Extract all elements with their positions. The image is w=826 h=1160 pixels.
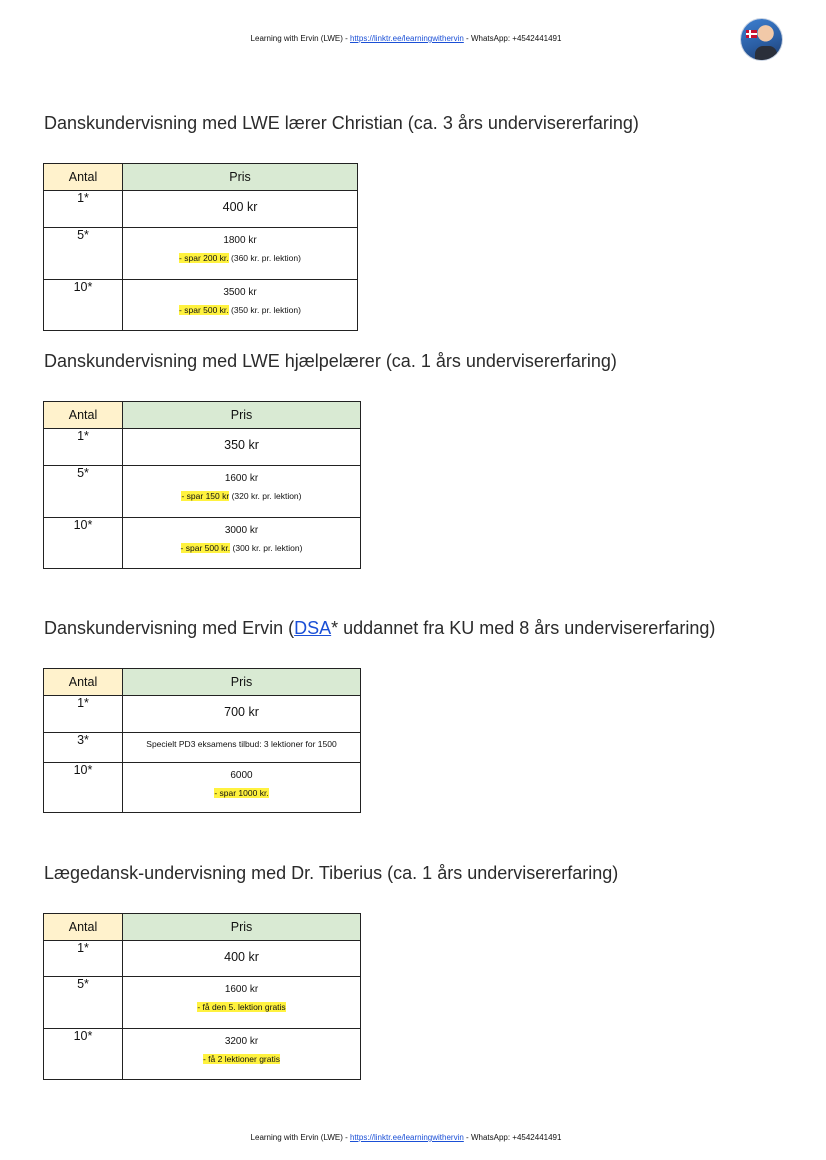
discount-highlight: - få den 5. lektion gratis xyxy=(197,1002,286,1012)
price-value: 3000 kr xyxy=(224,525,259,536)
col-header-antal: Antal xyxy=(44,402,123,429)
table-row xyxy=(44,280,358,331)
discount-note xyxy=(123,1002,360,1012)
price-value: 3500 kr xyxy=(223,287,257,298)
antal-cell: 1* xyxy=(44,191,123,228)
page-header xyxy=(0,34,812,43)
antal-cell: 1* xyxy=(44,696,123,733)
table-row xyxy=(44,696,361,733)
discount-highlight: - spar 150 kr xyxy=(181,491,230,501)
footer-prefix: Learning with Ervin (LWE) - xyxy=(250,1133,350,1142)
footer-suffix: - WhatsApp: +4542441491 xyxy=(463,1133,562,1142)
price-value: 1800 kr xyxy=(223,235,257,246)
table-row xyxy=(44,429,361,466)
table-row xyxy=(44,466,361,518)
price-value: 700 kr xyxy=(224,705,259,719)
price-value: 350 kr xyxy=(224,438,259,452)
antal-cell: 10* xyxy=(44,763,123,813)
col-header-pris: Pris xyxy=(123,914,361,941)
table-row xyxy=(44,941,361,977)
table-row xyxy=(44,228,358,280)
price-value: 400 kr xyxy=(222,200,258,214)
antal-cell: 3* xyxy=(44,733,123,763)
antal-cell: 10* xyxy=(44,1029,123,1080)
price-value: 3200 kr xyxy=(224,1036,259,1047)
price-value: 6000 xyxy=(230,770,253,781)
price-value: 1600 kr xyxy=(224,473,259,484)
col-header-pris: Pris xyxy=(123,402,361,429)
discount-note xyxy=(123,305,357,315)
avatar xyxy=(741,19,782,60)
discount-note xyxy=(123,253,357,263)
header-link[interactable]: https://linktr.ee/learningwithervin xyxy=(349,34,464,43)
per-lesson-note: (360 kr. pr. lektion) xyxy=(228,253,301,263)
col-header-antal: Antal xyxy=(44,164,123,191)
price-value: 1600 kr xyxy=(224,984,259,995)
discount-highlight: - spar 500 kr. xyxy=(180,543,231,553)
antal-cell: 10* xyxy=(44,280,123,331)
antal-cell: 5* xyxy=(44,977,123,1029)
col-header-pris: Pris xyxy=(123,164,358,191)
section-title-tiberius: Lægedansk-undervisning med Dr. Tiberius (ca. 1 års undervisererfaring) xyxy=(44,863,619,883)
header-prefix: Learning with Ervin (LWE) - xyxy=(250,34,350,43)
antal-cell: 1* xyxy=(44,941,123,977)
discount-highlight: - spar 200 kr. xyxy=(179,253,229,263)
table-row xyxy=(44,733,361,763)
per-lesson-note: (300 kr. pr. lektion) xyxy=(230,543,303,553)
discount-highlight: - spar 1000 kr. xyxy=(214,788,269,798)
table-row xyxy=(44,191,358,228)
col-header-antal: Antal xyxy=(44,669,123,696)
discount-note xyxy=(123,491,360,501)
section-title-ervin: Danskundervisning med Ervin (DSA* uddannet fra KU med 8 års undervisererfaring) xyxy=(44,618,716,638)
col-header-pris: Pris xyxy=(123,669,361,696)
discount-note xyxy=(123,543,360,553)
per-lesson-note: (320 kr. pr. lektion) xyxy=(229,491,302,501)
dsa-link[interactable]: DSA xyxy=(294,618,332,638)
section-title-hjaelpelaerer: Danskundervisning med LWE hjælpelærer (ca. 1 års undervisererfaring) xyxy=(44,351,617,371)
antal-cell: 5* xyxy=(44,466,123,518)
discount-highlight: - spar 500 kr. xyxy=(179,305,229,315)
antal-cell: 1* xyxy=(44,429,123,466)
price-table-hjaelpelaerer xyxy=(43,401,361,569)
table-row xyxy=(44,518,361,569)
price-value: 400 kr xyxy=(224,950,259,964)
discount-highlight: - få 2 lektioner gratis xyxy=(202,1054,280,1064)
discount-note xyxy=(123,788,360,798)
header-suffix: - WhatsApp: +4542441491 xyxy=(463,34,562,43)
price-table-ervin xyxy=(43,668,361,813)
table-row xyxy=(44,977,361,1029)
table-row xyxy=(44,763,361,813)
price-table-tiberius xyxy=(43,913,361,1080)
per-lesson-note: (350 kr. pr. lektion) xyxy=(228,305,301,315)
antal-cell: 5* xyxy=(44,228,123,280)
footer-link[interactable]: https://linktr.ee/learningwithervin xyxy=(349,1133,464,1142)
table-row xyxy=(44,1029,361,1080)
section-title-christian: Danskundervisning med LWE lærer Christian (ca. 3 års undervisererfaring) xyxy=(44,113,639,133)
danish-flag-icon xyxy=(746,30,757,38)
antal-cell: 10* xyxy=(44,518,123,569)
col-header-antal: Antal xyxy=(44,914,123,941)
price-table-christian xyxy=(43,163,358,331)
discount-note xyxy=(123,1054,360,1064)
page-footer xyxy=(0,1133,812,1142)
price-value: Specielt PD3 eksamens tilbud: 3 lektioner for 1500 xyxy=(146,739,337,749)
